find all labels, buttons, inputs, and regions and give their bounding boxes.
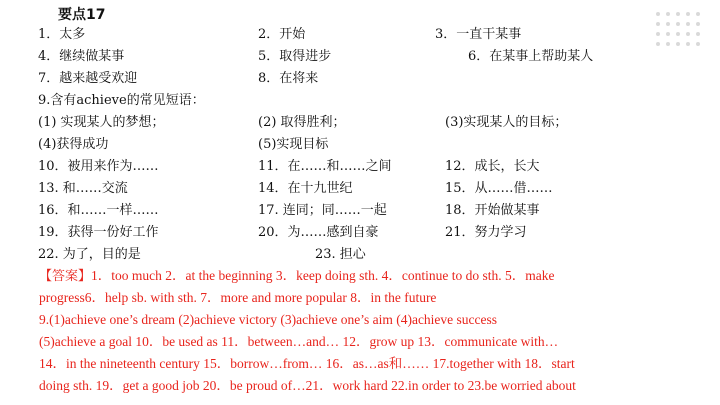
answer-text: 1．too much 2．at the beginning 3．keep doing sth. 4．continue to do sth. 5．make (91, 268, 555, 283)
vocab-item: 22. 为了，目的是 (38, 247, 141, 262)
vocab-item: (5)实现目标 (258, 137, 329, 152)
vocab-item: (3)实现某人的目标； (445, 115, 568, 130)
vocab-item: (1) 实现某人的梦想； (38, 115, 165, 130)
vocab-item: 17. 连同；同……一起 (258, 203, 387, 218)
vocab-item: 5．取得进步 (258, 49, 332, 64)
vocab-item: (4)获得成功 (38, 137, 109, 152)
vocab-item: 14．在十九世纪 (258, 181, 353, 196)
vocab-item: 12．成长，长大 (445, 159, 540, 174)
vocab-item: 9.含有achieve的常见短语： (38, 93, 205, 108)
vocab-item: 13. 和……交流 (38, 181, 128, 196)
vocab-item: 2．开始 (258, 27, 306, 42)
answer-line: 14．in the nineteenth century 15．borrow…from… 16．as…as和…… 17.together with 18．start (39, 356, 575, 371)
vocab-item: 7．越来越受欢迎 (38, 71, 138, 86)
vocab-item: (2) 取得胜利； (258, 115, 346, 130)
answer-line (39, 266, 709, 287)
vocab-item: 11．在……和……之间 (258, 159, 392, 174)
vocab-item: 4．继续做某事 (38, 49, 125, 64)
answer-tag: 【答案】 (39, 269, 92, 284)
vocab-item: 6．在某事上帮助某人 (468, 49, 594, 64)
vocab-item: 21．努力学习 (445, 225, 527, 240)
vocab-item: 16．和……一样…… (38, 203, 159, 218)
vocab-item: 23. 担心 (315, 247, 366, 262)
answer-line: doing sth. 19．get a good job 20．be proud of…21．work hard 22.in order to 23.be worried about (39, 378, 576, 393)
vocab-item: 3．一直干某事 (435, 27, 522, 42)
vocab-item: 15．从……借…… (445, 181, 553, 196)
vocab-item: 18．开始做某事 (445, 203, 540, 218)
vocab-item: 1．太多 (38, 27, 86, 42)
answer-line: (5)achieve a goal 10．be used as 11．between…and… 12．grow up 13．communicate with… (39, 334, 559, 349)
vocab-item: 8．在将来 (258, 71, 319, 86)
vocab-item: 19．获得一份好工作 (38, 225, 159, 240)
answer-line: progress6．help sb. with sth. 7．more and more popular 8．in the future (39, 290, 437, 305)
vocab-item: 10．被用来作为…… (38, 159, 159, 174)
section-title: 要点17 (58, 7, 106, 23)
vocab-item: 20．为……感到自豪 (258, 225, 379, 240)
answer-line: 9.(1)achieve one’s dream (2)achieve victory (3)achieve one’s aim (4)achieve success (39, 312, 498, 327)
decorative-dot-grid (656, 12, 706, 54)
